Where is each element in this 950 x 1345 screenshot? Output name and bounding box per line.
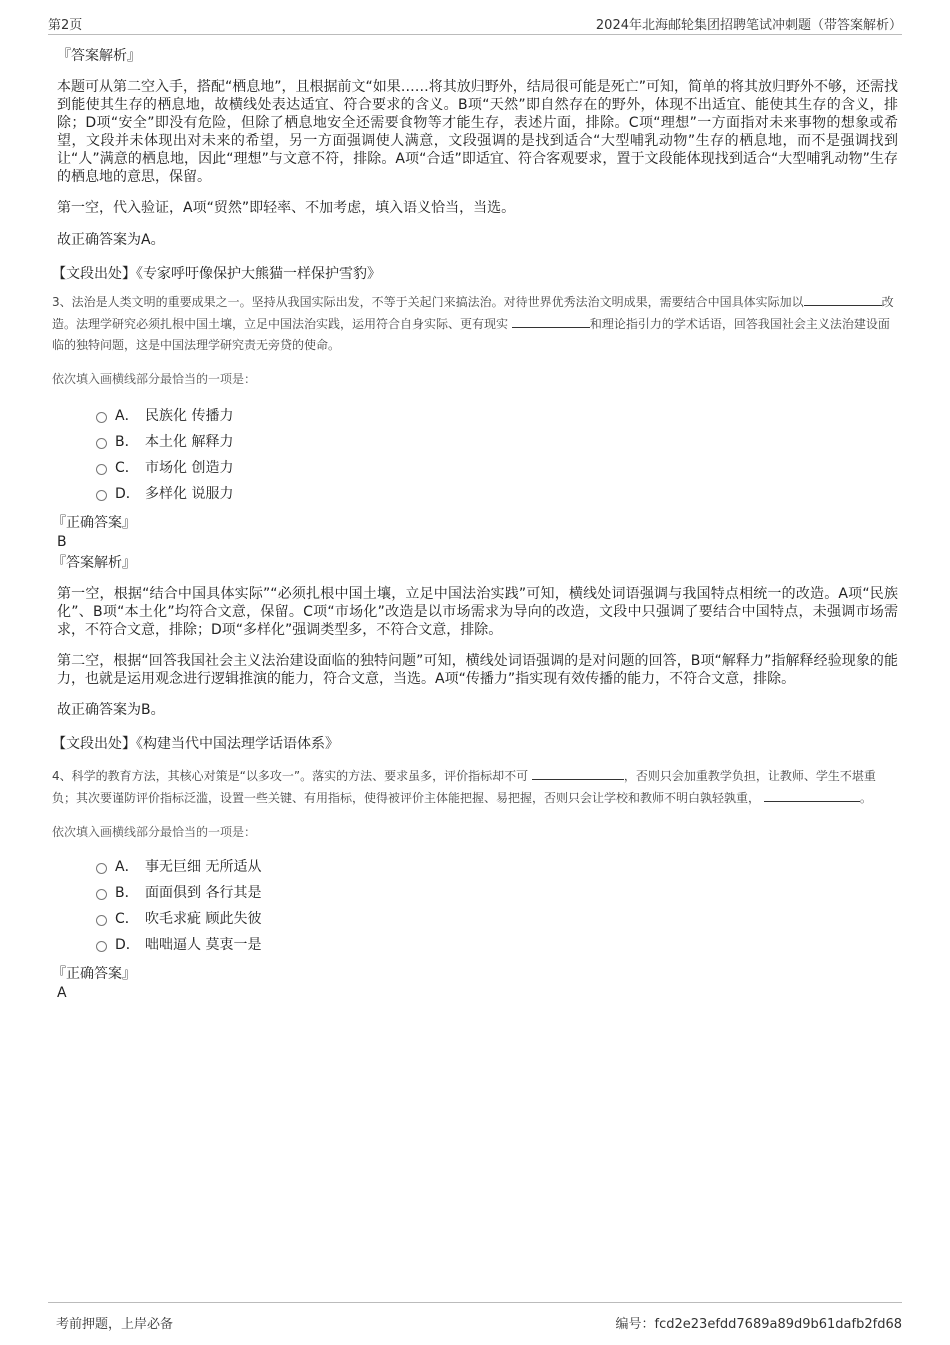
correct-answer-label: 『正确答案』 bbox=[52, 515, 136, 531]
option-c[interactable]: C． 吹毛求疵 顾此失彼 bbox=[96, 906, 898, 932]
analysis-paragraph: 第二空，根据“回答我国社会主义法治建设面临的独特问题”可知，横线处词语强调的是对问题的回答，B项“解释力”指解释经验现象的能力，也就是运用观念进行逻辑推演的能力，符合文意，当选。A项“传播力”指实现有效传播的能力，不符合文意，排除。 bbox=[57, 653, 898, 687]
analysis-label: 『答案解析』 bbox=[52, 555, 136, 571]
radio-icon[interactable] bbox=[96, 889, 107, 900]
option-b[interactable]: B． 面面俱到 各行其是 bbox=[96, 880, 898, 906]
question-prompt: 依次填入画横线部分最恰当的一项是： bbox=[52, 372, 257, 386]
question-3-text: 3、法治是人类文明的重要成果之一。坚持从我国实际出发，不等于关起门来搞法治。对待世界优秀法治文明成果，需要结合中国具体实际加以 改造。法理学研究必须扎根中国土壤，立足中国法治实践，运用符合自身实际、更有现实 和理论指引力的学术话语，回答我国社会主义法治建设面临的独特问题，这是中国法理学研究责无旁贷的使命。 bbox=[52, 291, 898, 356]
option-a[interactable]: A． 事无巨细 无所适从 bbox=[96, 854, 898, 880]
radio-icon[interactable] bbox=[96, 915, 107, 926]
radio-icon[interactable] bbox=[96, 941, 107, 952]
analysis-label: 『答案解析』 bbox=[57, 48, 141, 64]
document-title: 2024年北海邮轮集团招聘笔试冲刺题（带答案解析） bbox=[595, 18, 902, 33]
radio-icon[interactable] bbox=[96, 490, 107, 501]
source-citation: 【文段出处】《构建当代中国法理学话语体系》 bbox=[52, 736, 339, 752]
conclusion-text: 故正确答案为A。 bbox=[57, 232, 165, 248]
document-id: 编号：fcd2e23efdd7689a89d9b61dafb2fd68 bbox=[615, 1317, 902, 1332]
analysis-paragraph: 第一空，代入验证，A项“贸然”即轻率、不加考虑，填入语义恰当，当选。 bbox=[57, 200, 516, 216]
source-citation: 【文段出处】《专家呼吁像保护大熊猫一样保护雪豹》 bbox=[52, 266, 381, 282]
option-d[interactable]: D． 咄咄逼人 莫衷一是 bbox=[96, 932, 898, 958]
conclusion-text: 故正确答案为B。 bbox=[57, 702, 165, 718]
question-4-text: 4、科学的教育方法，其核心对策是“以多攻一”。落实的方法、要求虽多，评价指标却不可 ，否则只会加重教学负担，让教师、学生不堪重负；其次要谨防评价指标泛滥，设置一些关键、有用指标，使得被评价主体能把握、易把握，否则只会让学校和教师不明白孰轻孰重， 。 bbox=[52, 765, 898, 809]
option-a[interactable]: A． 民族化 传播力 bbox=[96, 403, 898, 429]
page-header bbox=[48, 14, 902, 35]
question-4-options bbox=[96, 854, 898, 958]
radio-icon[interactable] bbox=[96, 412, 107, 423]
radio-icon[interactable] bbox=[96, 863, 107, 874]
fill-blank bbox=[532, 765, 624, 780]
question-3-options bbox=[96, 403, 898, 507]
radio-icon[interactable] bbox=[96, 438, 107, 449]
fill-blank bbox=[804, 291, 882, 306]
fill-blank bbox=[764, 787, 860, 802]
option-c[interactable]: C． 市场化 创造力 bbox=[96, 455, 898, 481]
page-number: 第2页 bbox=[48, 18, 83, 33]
option-d[interactable]: D． 多样化 说服力 bbox=[96, 481, 898, 507]
correct-answer-label: 『正确答案』 bbox=[52, 966, 136, 982]
question-prompt: 依次填入画横线部分最恰当的一项是： bbox=[52, 825, 257, 839]
main-content bbox=[52, 46, 898, 1002]
analysis-paragraph: 本题可从第二空入手，搭配“栖息地”，且根据前文“如果……将其放归野外，结局很可能是死亡”可知，简单的将其放归野外不够，还需找到能使其生存的栖息地，故横线处表达适宜、符合要求的含义。B项“天然”即自然存在的野外，体现不出适宜、能使其生存的含义，排除；D项“安全”即没有危险，但除了栖息地安全还需要食物等才能生存，表述片面，排除。C项“理想”一方面指对未来事物的想象或希望，文段并未体现出对未来的希望，另一方面强调使人满意，文段强调的是找到适合“大型哺乳动物”生存的栖息地，而不是强调找到让“人”满意的栖息地，因此“理想”与文意不符，排除。A项“合适”即适宜、符合客观要求，置于文段能体现找到适合“大型哺乳动物”生存的栖息地的意思，保留。 bbox=[57, 79, 899, 185]
correct-answer: A bbox=[57, 985, 67, 1001]
analysis-paragraph: 第一空，根据“结合中国具体实际”“必须扎根中国土壤，立足中国法治实践”可知，横线处词语强调与我国特点相统一的改造。A项“民族化”、B项“本土化”均符合文意，保留。C项“市场化”改造是以市场需求为导向的改造，文段中只强调了要结合中国特点，未强调市场需求，不符合文意，排除；D项“多样化”强调类型多，不符合文意，排除。 bbox=[57, 586, 898, 638]
correct-answer: B bbox=[57, 534, 67, 550]
option-b[interactable]: B． 本土化 解释力 bbox=[96, 429, 898, 455]
footer-slogan: 考前押题，上岸必备 bbox=[56, 1317, 174, 1332]
page-footer bbox=[48, 1302, 902, 1332]
radio-icon[interactable] bbox=[96, 464, 107, 475]
fill-blank bbox=[512, 313, 590, 328]
